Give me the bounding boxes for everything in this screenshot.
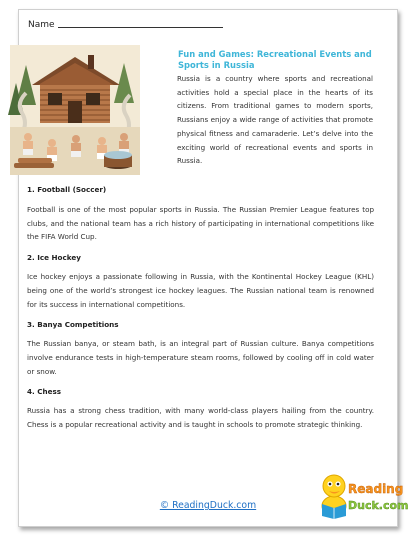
section-heading-ice-hockey: 2. Ice Hockey xyxy=(27,253,81,263)
logo-text-duck: Duck.com xyxy=(348,499,409,512)
name-field xyxy=(28,18,223,30)
article-body xyxy=(27,185,374,432)
section-heading-football: 1. Football (Soccer) xyxy=(27,185,107,194)
logo-text-reading: Reading xyxy=(348,482,404,496)
section-text-football: Football is one of the most popular sports in Russia. The Russian Premier League features top clubs, and the national team has a rich history of participating in international competitions like the FIFA World Cup. xyxy=(27,205,374,242)
readingduck-link[interactable]: © ReadingDuck.com xyxy=(159,500,257,511)
section-text-banya: The Russian banya, or steam bath, is an integral part of Russian culture. Banya competitions involve endurance tests in high-temperature steam rooms, followed by cooling off in cold water or snow. xyxy=(27,339,374,376)
reading-duck-logo xyxy=(318,466,409,520)
article-intro: Russia is a country where sports and recreational activities hold a special place in the hearts of its citizens. From traditional games to modern sports, Russians enjoy a wide range of activities that promote physical fitness and camaraderie. Let’s delve into the exciting world of recreational events and sports in Russia. xyxy=(177,74,373,166)
banya-illustration xyxy=(10,45,140,175)
section-heading-banya: 3. Banya Competitions xyxy=(27,320,119,330)
name-blank-line[interactable] xyxy=(58,18,223,28)
section-text-ice-hockey: Ice hockey enjoys a passionate following in Russia, with the Kontinental Hockey League (KHL) being one of the world’s strongest ice hockey leagues. The Russian national team is renowned for its success in international competitions. xyxy=(27,272,374,309)
article-title: Fun and Games: Recreational Events and Sports in Russia xyxy=(178,49,372,70)
section-heading-chess: 4. Chess xyxy=(27,387,62,397)
section-text-chess: Russia has a strong chess tradition, with many world-class players hailing from the country. Chess is a popular recreational activity and is taught in schools to promote strategic thinking. xyxy=(27,406,374,430)
name-label: Name xyxy=(28,20,55,30)
